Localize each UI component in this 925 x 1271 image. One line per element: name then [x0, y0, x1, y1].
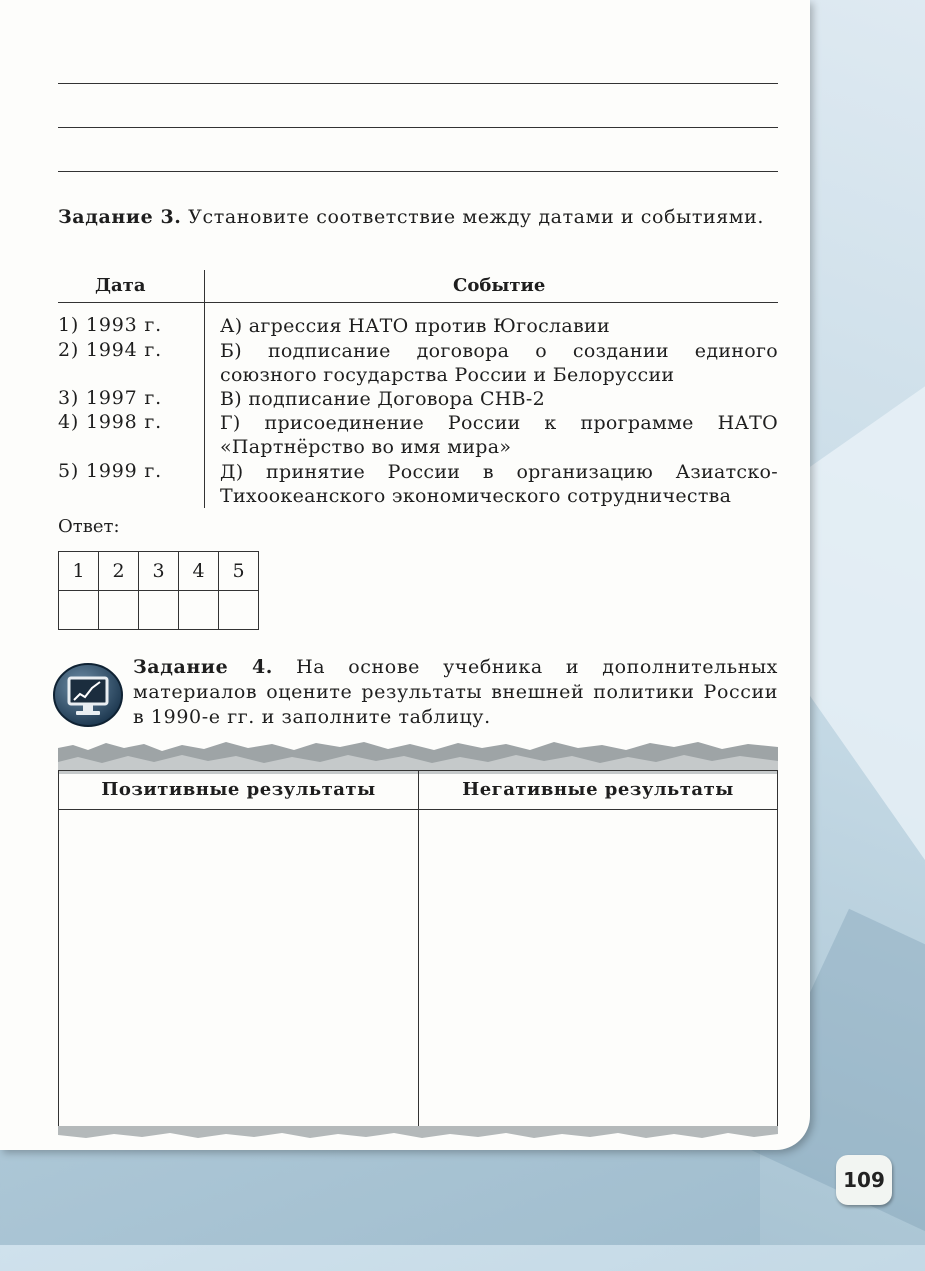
page-number: 109 — [836, 1155, 892, 1205]
answer-cell[interactable] — [59, 591, 99, 630]
torn-paper-top — [58, 738, 778, 774]
date-item: 4) 1998 г. — [58, 411, 162, 433]
answer-line[interactable] — [58, 83, 778, 84]
answer-cell[interactable] — [219, 591, 259, 630]
answer-column-number: 1 — [59, 552, 99, 591]
task4-heading — [133, 655, 778, 730]
task4-text: На основе учебника и дополнительных материалов оцените результаты внешней политики России в 1990-е гг. и заполните таблицу. — [133, 656, 778, 728]
answer-line[interactable] — [58, 127, 778, 128]
answer-column-number: 4 — [179, 552, 219, 591]
event-item: Б) подписание договора о создании единого союзного государства России и Белоруссии — [220, 340, 778, 386]
answer-column-number: 5 — [219, 552, 259, 591]
date-item: 3) 1997 г. — [58, 387, 162, 409]
results-divider — [418, 771, 419, 1127]
answer-cell[interactable] — [99, 591, 139, 630]
date-item: 2) 1994 г. — [58, 339, 162, 361]
answer-column-number: 3 — [139, 552, 179, 591]
table-header-line — [58, 302, 778, 303]
task4-title: Задание 4. — [133, 656, 273, 678]
results-table — [58, 770, 778, 1128]
positive-results-header: Позитивные результаты — [101, 779, 376, 800]
task3-heading — [58, 205, 778, 230]
answer-grid — [58, 551, 259, 630]
event-item: Д) принятие России в организацию Азиатско-Тихоокеанского экономического сотрудничества — [220, 461, 778, 507]
date-item: 1) 1993 г. — [58, 314, 162, 336]
answer-label: Ответ: — [58, 516, 120, 537]
negative-results-header: Негативные результаты — [462, 779, 734, 800]
event-item: В) подписание Договора СНВ-2 — [220, 388, 546, 410]
event-column-header: Событие — [453, 275, 546, 296]
event-item: Г) присоединение России к программе НАТО «Партнёрство во имя мира» — [220, 412, 778, 458]
date-item: 5) 1999 г. — [58, 460, 162, 482]
torn-paper-bottom — [58, 1126, 778, 1140]
date-column-header: Дата — [95, 275, 146, 296]
event-item: А) агрессия НАТО против Югославии — [220, 315, 610, 337]
answer-column-number: 2 — [99, 552, 139, 591]
table-divider — [204, 270, 205, 508]
positive-results-cell[interactable] — [59, 811, 417, 1127]
task3-title: Задание 3. — [58, 206, 182, 228]
computer-monitor-icon — [52, 662, 124, 728]
answer-cell[interactable] — [139, 591, 179, 630]
task3-text: Установите соответствие между датами и событиями. — [188, 206, 765, 228]
negative-results-cell[interactable] — [420, 811, 777, 1127]
answer-line[interactable] — [58, 171, 778, 172]
answer-cell[interactable] — [179, 591, 219, 630]
